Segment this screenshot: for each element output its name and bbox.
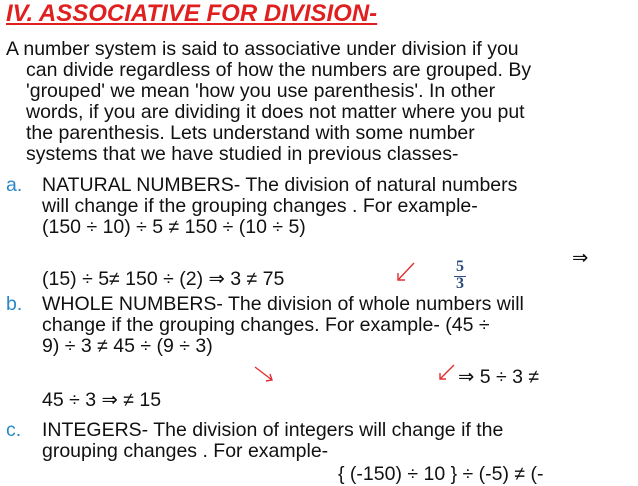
item-b-result: 45 ÷ 3 ⇒ ≠ 15 <box>42 389 162 411</box>
item-c-partial-expression: { (-150) ÷ 10 } ÷ (-5) ≠ (- <box>338 463 544 485</box>
item-a-line-2: will change if the grouping changes . For example- <box>42 195 478 217</box>
red-arrow-b2 <box>436 362 458 384</box>
item-b-arrow-line: ⇒ 5 ÷ 3 ≠ <box>458 366 540 388</box>
fraction-numerator: 5 <box>456 258 464 275</box>
list-marker-b: b. <box>6 293 23 315</box>
item-a-line-1: NATURAL NUMBERS- The division of natural numbers <box>42 174 518 196</box>
item-b-line-2: change if the grouping changes. For example- (45 ÷ <box>42 314 490 336</box>
red-arrow-b1 <box>252 364 276 386</box>
item-b-line-1: WHOLE NUMBERS- The division of whole numbers will <box>42 293 524 315</box>
item-a-line-3: (150 ÷ 10) ÷ 5 ≠ 150 ÷ (10 ÷ 5) <box>42 216 306 238</box>
item-c-line-1: INTEGERS- The division of integers will change if the <box>42 419 504 441</box>
list-marker-c: c. <box>6 419 22 441</box>
fraction-denominator: 3 <box>456 275 464 292</box>
page-title: IV. ASSOCIATIVE FOR DIVISION- <box>6 0 378 27</box>
item-c-line-2: grouping changes . For example- <box>42 440 329 462</box>
red-arrow-a <box>394 260 418 284</box>
fraction-five-thirds <box>452 259 468 291</box>
intro-line-5: the parenthesis. Lets understand with some number <box>26 122 475 144</box>
intro-line-3: 'grouped' we mean 'how you use parenthesis'. In other <box>26 80 496 102</box>
intro-line-1: A number system is said to associative under division if you <box>6 38 519 60</box>
intro-line-4: words, if you are dividing it does not matter where you put <box>26 101 525 123</box>
item-a-implies: ⇒ <box>572 247 589 269</box>
list-marker-a: a. <box>6 174 23 196</box>
item-a-result: (15) ÷ 5≠ 150 ÷ (2) ⇒ 3 ≠ 75 <box>42 268 285 290</box>
item-b-line-3: 9) ÷ 3 ≠ 45 ÷ (9 ÷ 3) <box>42 335 213 357</box>
intro-line-2: can divide regardless of how the numbers are grouped. By <box>26 59 532 81</box>
intro-line-6: systems that we have studied in previous classes- <box>26 143 459 165</box>
